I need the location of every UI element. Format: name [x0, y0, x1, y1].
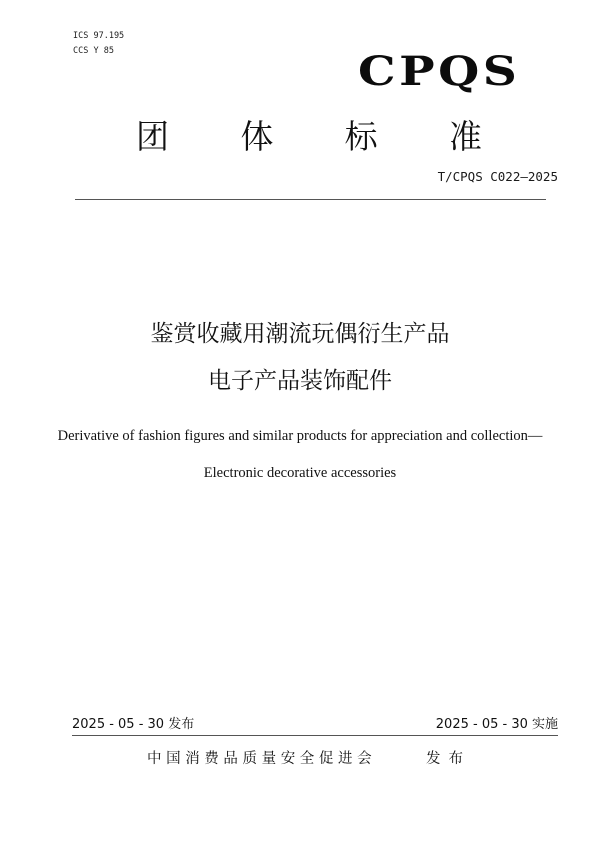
title-english-line-1: Derivative of fashion figures and similar products for appreciation and collection— [57, 428, 543, 444]
cpqs-logo: CPQS [358, 48, 521, 95]
classification-codes [73, 29, 124, 59]
title-chinese-line-2: 电子产品装饰配件 [208, 368, 392, 394]
title-chinese-line-1: 鉴赏收藏用潮流玩偶衍生产品 [150, 321, 450, 347]
standard-type-heading [120, 112, 500, 162]
publish-label: 发布 [426, 751, 471, 767]
standard-type-char: 准 [448, 117, 482, 156]
header-divider [75, 199, 546, 200]
title-english-line-2: Electronic decorative accessories [203, 465, 397, 481]
standard-type-char: 团 [136, 117, 169, 156]
standard-number: T/CPQS C022—2025 [437, 169, 558, 184]
ccs-code: CCS Y 85 [73, 46, 114, 56]
publisher-name: 中国消费品质量安全促进会 [147, 751, 377, 767]
standard-type-char: 标 [344, 117, 378, 156]
implementation-date: 2025 - 05 - 30 实施 [435, 717, 558, 732]
issue-date: 2025 - 05 - 30 发布 [72, 717, 195, 732]
ics-code: ICS 97.195 [73, 31, 125, 41]
footer-divider [72, 735, 558, 736]
standard-type-char: 体 [240, 117, 274, 156]
